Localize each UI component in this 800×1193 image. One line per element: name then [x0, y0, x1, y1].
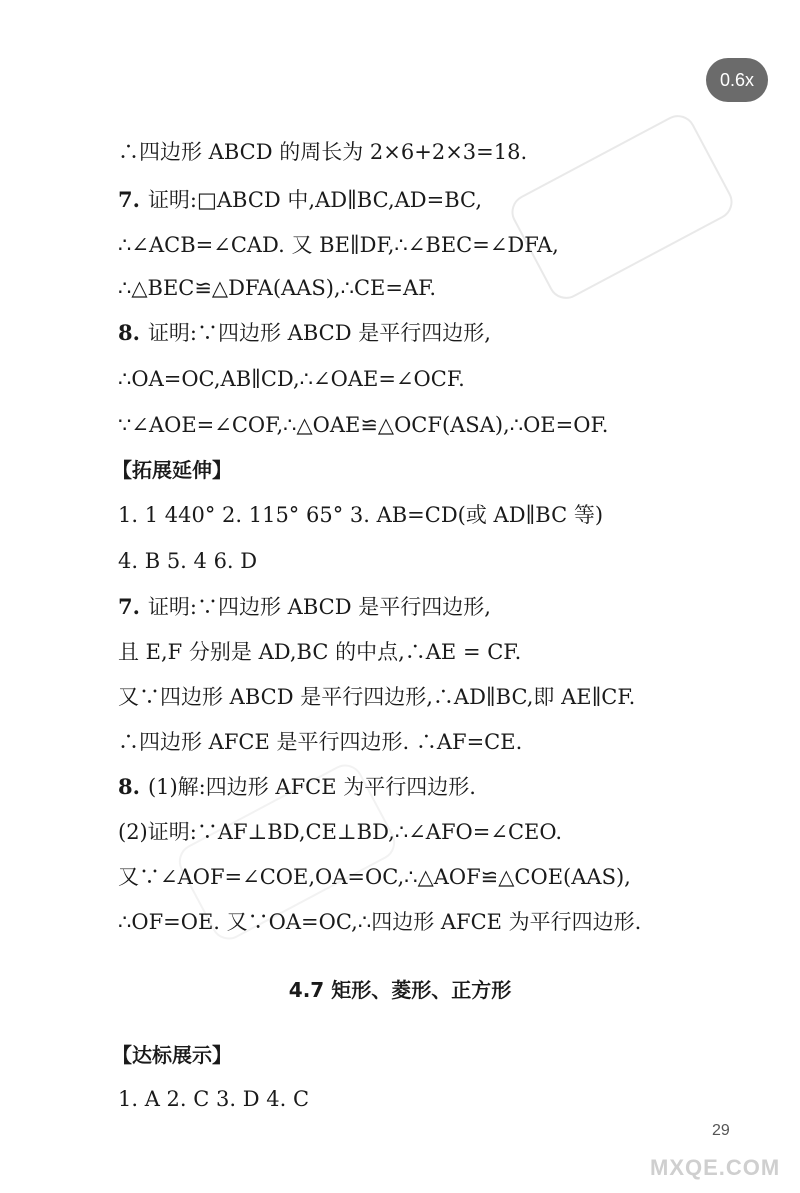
section-heading: 【达标展示】 [112, 1043, 232, 1067]
text-line: ∴四边形 AFCE 是平行四边形. ∴AF=CE. [118, 730, 523, 754]
chapter-title: 4.7 矩形、菱形、正方形 [288, 978, 512, 1002]
text-line: ∴△BEC≌△DFA(AAS),∴CE=AF. [118, 276, 437, 300]
item-number: 8. [118, 320, 140, 345]
text-line: 又∵四边形 ABCD 是平行四边形,∴AD∥BC,即 AE∥CF. [118, 685, 636, 709]
watermark-stamp [505, 109, 739, 305]
text-line: ∴四边形 ABCD 的周长为 2×6+2×3=18. [118, 140, 528, 164]
text-line: 证明:□ABCD 中,AD∥BC,AD=BC, [147, 188, 483, 212]
zoom-level-badge[interactable]: 0.6x [706, 58, 768, 102]
text-line: ∵∠AOE=∠COF,∴△OAE≌△OCF(ASA),∴OE=OF. [118, 413, 609, 437]
answer-item [118, 772, 476, 802]
text-line: ∴OF=OE. 又∵OA=OC,∴四边形 AFCE 为平行四边形. [118, 910, 642, 934]
text-line: ∴OA=OC,AB∥CD,∴∠OAE=∠OCF. [118, 367, 465, 391]
item-number: 7. [118, 594, 140, 619]
answer-item [118, 318, 491, 348]
text-line: 证明:∵四边形 ABCD 是平行四边形, [147, 595, 491, 619]
site-watermark: MXQE.COM [650, 1155, 781, 1180]
text-line: 又∵∠AOF=∠COE,OA=OC,∴△AOF≌△COE(AAS), [118, 865, 631, 889]
item-number: 7. [118, 187, 140, 212]
answer-line: 1. 1 440° 2. 115° 65° 3. AB=CD(或 AD∥BC 等) [118, 503, 604, 527]
answer-item [118, 185, 482, 215]
answer-line: 4. B 5. 4 6. D [118, 549, 258, 573]
answer-line: 1. A 2. C 3. D 4. C [118, 1087, 310, 1111]
text-line: 且 E,F 分别是 AD,BC 的中点,∴AE = CF. [118, 640, 522, 664]
text-line: 证明:∵四边形 ABCD 是平行四边形, [147, 321, 491, 345]
section-heading: 【拓展延伸】 [112, 458, 232, 482]
item-number: 8. [118, 774, 140, 799]
answer-item [118, 592, 491, 622]
text-line: ∴∠ACB=∠CAD. 又 BE∥DF,∴∠BEC=∠DFA, [118, 233, 559, 257]
page-number: 29 [712, 1122, 730, 1139]
text-line: (1)解:四边形 AFCE 为平行四边形. [147, 775, 476, 799]
text-line: (2)证明:∵AF⊥BD,CE⊥BD,∴∠AFO=∠CEO. [118, 820, 563, 844]
